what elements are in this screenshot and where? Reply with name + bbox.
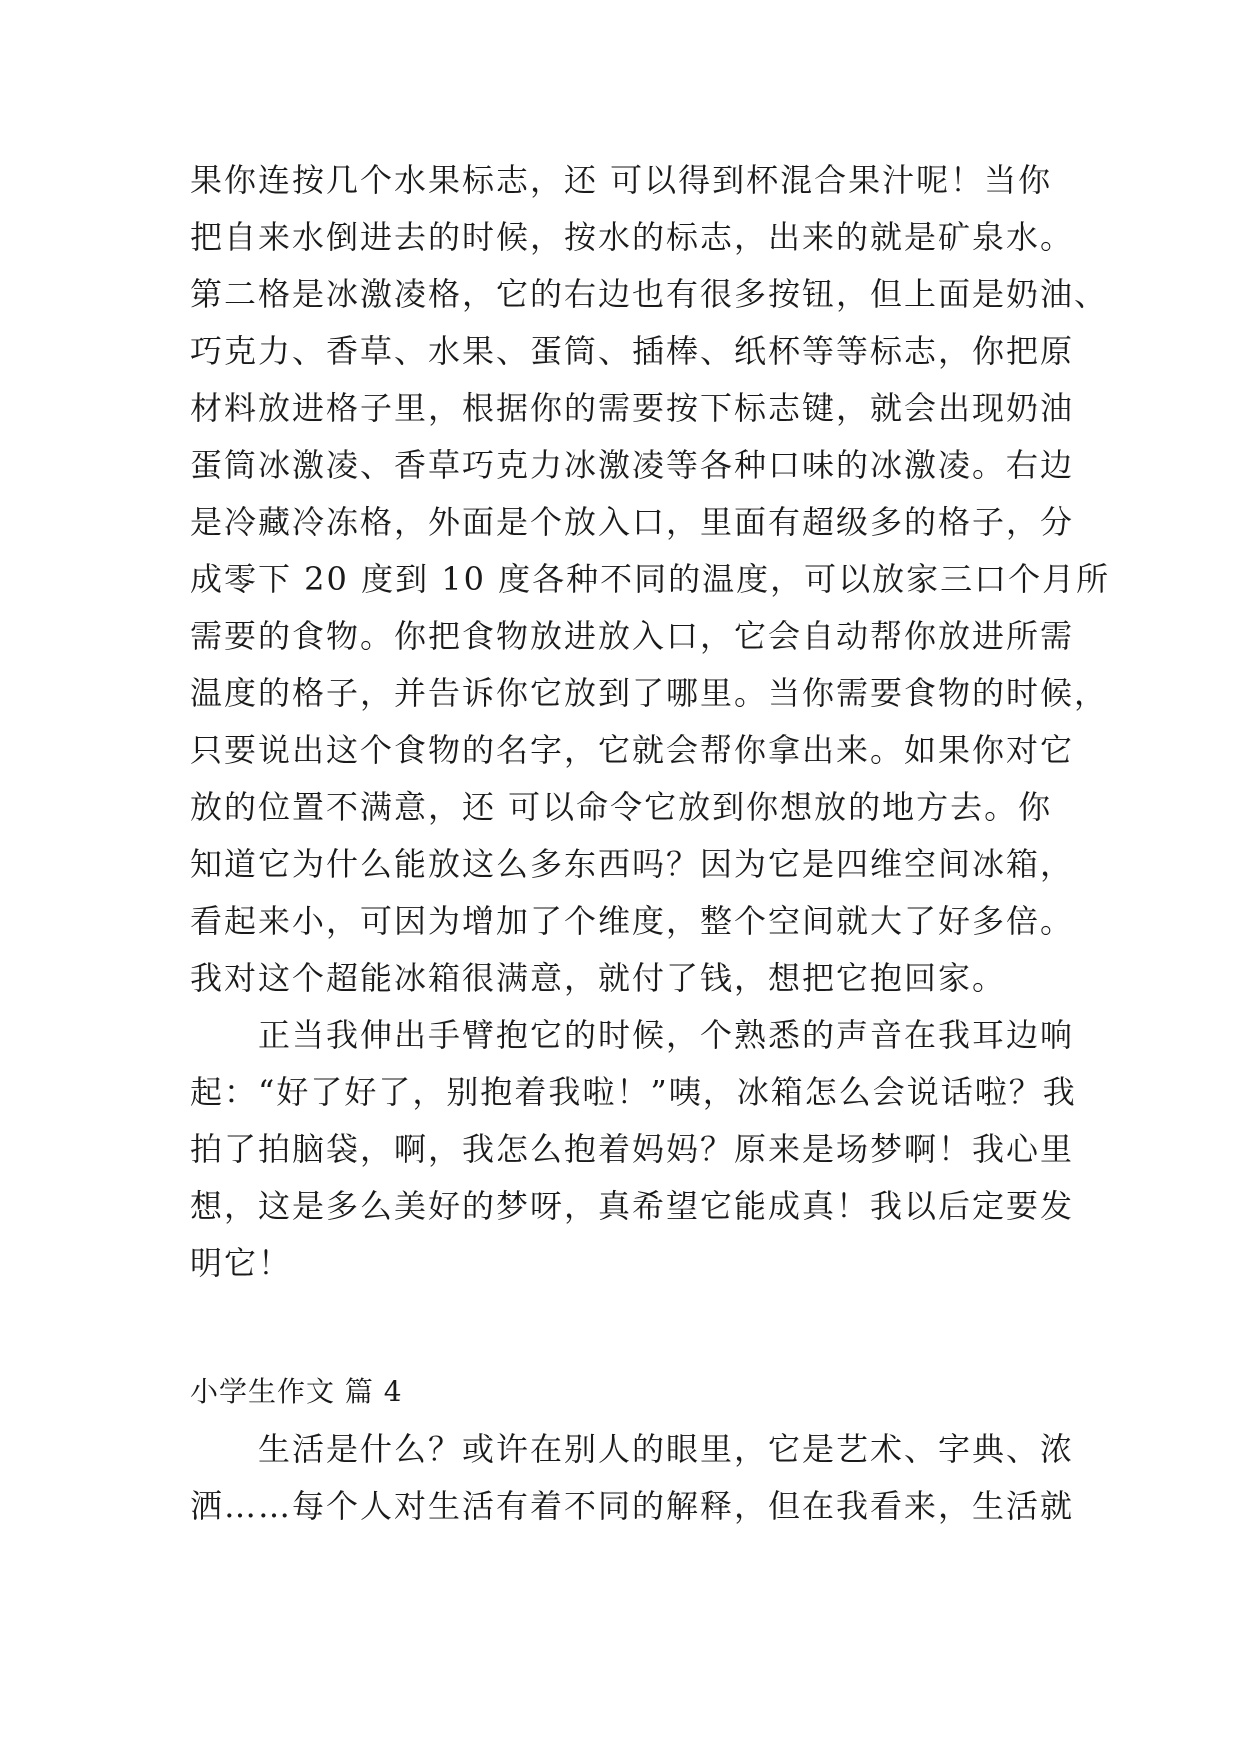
text-line: 起：“好了好了，别抱着我啦！”咦，冰箱怎么会说话啦？我 [190, 1073, 1077, 1111]
text-line: 蛋筒冰激凌、香草巧克力冰激凌等各种口味的冰激凌。右边 [190, 446, 1075, 484]
text-line: 洒……每个人对生活有着不同的解释，但在我看来，生活就 [190, 1487, 1075, 1525]
text-line: 明它！ [190, 1244, 293, 1282]
text-line: 果你连按几个水果标志，还 可以得到杯混合果汁呢！当你 [190, 161, 1053, 199]
text-line: 想，这是多么美好的梦呀，真希望它能成真！我以后定要发 [190, 1187, 1075, 1225]
paragraph-start-line: 生活是什么？或许在别人的眼里，它是艺术、字典、浓 [190, 1430, 1075, 1468]
paragraph-start-line: 正当我伸出手臂抱它的时候，个熟悉的声音在我耳边响 [190, 1016, 1075, 1054]
text-line: 需要的食物。你把食物放进放入口，它会自动帮你放进所需 [190, 617, 1075, 655]
text-line: 我对这个超能冰箱很满意，就付了钱，想把它抱回家。 [190, 959, 1007, 997]
text-line: 知道它为什么能放这么多东西吗？因为它是四维空间冰箱， [190, 845, 1075, 883]
text-line: 只要说出这个食物的名字，它就会帮你拿出来。如果你对它 [190, 731, 1075, 769]
text-line: 材料放进格子里，根据你的需要按下标志键，就会出现奶油 [190, 389, 1075, 427]
text-line: 是冷藏冷冻格，外面是个放入口，里面有超级多的格子，分 [190, 503, 1075, 541]
text-line: 看起来小，可因为增加了个维度，整个空间就大了好多倍。 [190, 902, 1075, 940]
text-line: 拍了拍脑袋，啊，我怎么抱着妈妈？原来是场梦啊！我心里 [190, 1130, 1075, 1168]
text-line: 巧克力、香草、水果、蛋筒、插棒、纸杯等等标志，你把原 [190, 332, 1075, 370]
text-line: 温度的格子，并告诉你它放到了哪里。当你需要食物的时候， [190, 674, 1109, 712]
text-line: 放的位置不满意，还 可以命令它放到你想放的地方去。你 [190, 788, 1053, 826]
text-line: 成零下 20 度到 10 度各种不同的温度，可以放家三口个月所 [190, 560, 1111, 598]
text-line: 第二格是冰激凌格，它的右边也有很多按钮，但上面是奶油、 [190, 275, 1109, 313]
text-line: 把自来水倒进去的时候，按水的标志，出来的就是矿泉水。 [190, 218, 1075, 256]
section-heading: 小学生作文 篇 4 [190, 1375, 403, 1408]
